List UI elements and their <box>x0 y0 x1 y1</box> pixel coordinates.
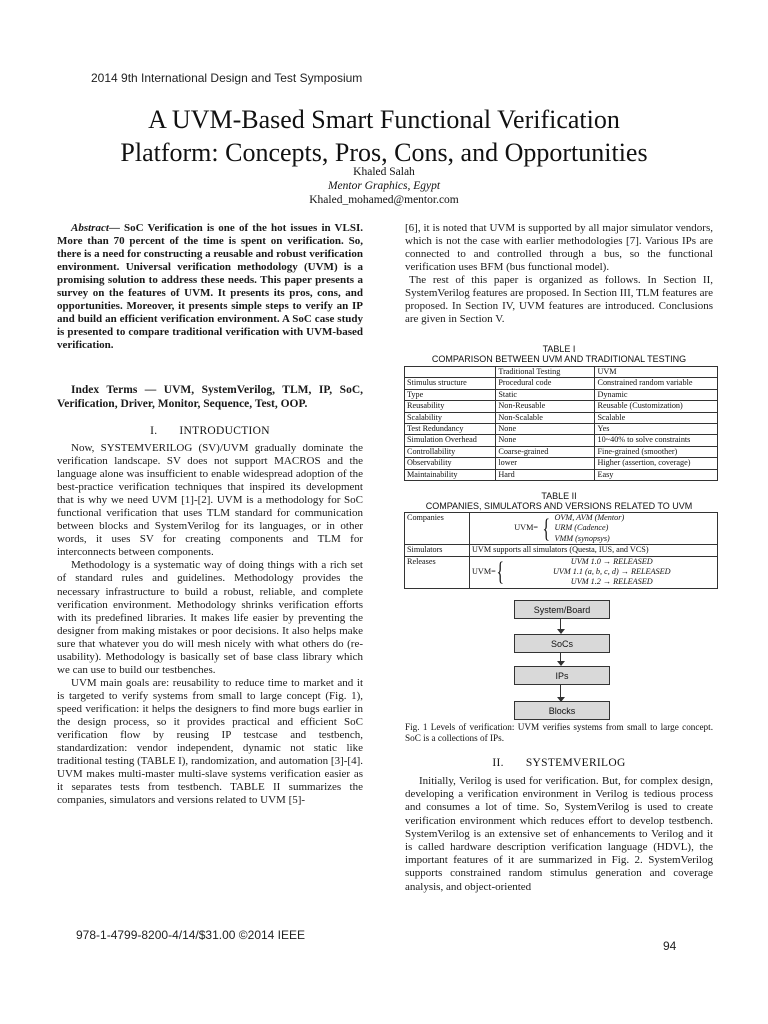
company-item: VMM (synopsys) <box>554 533 610 543</box>
simulators-label: Simulators <box>405 545 470 556</box>
level-box: System/Board <box>514 600 610 619</box>
table-cell: Scalability <box>405 412 496 423</box>
table-cell: Static <box>496 389 595 400</box>
comparison-table <box>404 366 718 481</box>
brace-icon: { <box>496 557 504 587</box>
section-title: SYSTEMVERILOG <box>525 757 626 769</box>
release-item: UVM 1.2 → RELEASED <box>570 577 653 587</box>
section-number: II. <box>492 757 504 769</box>
level-box: IPs <box>514 666 610 685</box>
uvm-table <box>404 512 718 589</box>
table-cell: None <box>496 435 595 446</box>
introduction-body <box>57 442 363 807</box>
releases-cell <box>470 556 718 588</box>
table-cell: Dynamic <box>595 389 718 400</box>
title-line-1: A UVM-Based Smart Functional Verification <box>148 105 620 134</box>
table-row <box>405 378 718 389</box>
table-cell: Scalable <box>595 412 718 423</box>
section-heading-introduction <box>57 425 363 437</box>
author-affiliation: Mentor Graphics, Egypt <box>327 180 441 192</box>
table-cell: Non-Scalable <box>496 412 595 423</box>
table-cell: Easy <box>595 469 718 480</box>
release-item: UVM 1.0 → RELEASED <box>570 556 653 566</box>
table-cell: None <box>496 424 595 435</box>
table-cell: Simulation Overhead <box>405 435 496 446</box>
table1-label: TABLE I <box>542 344 576 354</box>
table-cell: Yes <box>595 424 718 435</box>
companies-list <box>554 513 624 544</box>
author-name: Khaled Salah <box>353 166 415 178</box>
table-cell: Observability <box>405 458 496 469</box>
table-cell: Controllability <box>405 446 496 457</box>
table-header-cell: UVM <box>595 367 718 378</box>
table-cell: Test Redundancy <box>405 424 496 435</box>
section-number: I. <box>150 425 158 437</box>
intro-paragraph-2: Methodology is a systematic way of doing things with a rich set of standard rules and guidelines. Methodology provides the necessary infrastructure to build a robust, reliable, and complete verification environment. Methodology shrinks verification efforts with its predefined libraries. It makes life easier by preventing the designer from making mistakes or poor decisions. It also helps make sure that whatever you do will mesh nicely with what others do (re-usability). Methodology is basically set of base class library which we can use to build our testbenches. <box>57 559 363 676</box>
table-cell: Non-Reusable <box>496 401 595 412</box>
intro-paragraph-1: Now, SYSTEMVERILOG (SV)/UVM gradually dominate the verification landscape. SV does not support MACROS and the language alone was insufficient to enable widespread adoption of the best-practice verification techniques that inspired its development that is why we need UVM [1]-[2]. UVM is a methodology for SoC functional verification that uses TLM standard for communication between blocks and SystemVerilog for its languages, or in other words, it uses SV for creating components and TLM for interconnects between components. <box>57 442 363 559</box>
table-cell: Reusability <box>405 401 496 412</box>
table-cell: Fine-grained (smoother) <box>595 446 718 457</box>
copyright-notice: 978-1-4799-8200-4/14/$31.00 ©2014 IEEE <box>76 928 306 942</box>
table-cell: Coarse-grained <box>496 446 595 457</box>
table-cell: lower <box>496 458 595 469</box>
table-row <box>405 458 718 469</box>
right-column-intro <box>405 222 713 326</box>
table-header-cell: Traditional Testing <box>496 367 595 378</box>
section-heading-systemverilog <box>405 757 713 769</box>
level-box: SoCs <box>514 634 610 653</box>
title-line-2: Platform: Concepts, Pros, Cons, and Opportunities <box>120 138 648 167</box>
companies-label: Companies <box>405 513 470 545</box>
abstract <box>57 222 363 352</box>
releases-label: Releases <box>405 556 470 588</box>
table-row <box>405 446 718 457</box>
table-cell: Constrained random variable <box>595 378 718 389</box>
table-row <box>405 412 718 423</box>
table2-caption: COMPANIES, SIMULATORS AND VERSIONS RELATED TO UVM <box>425 501 693 511</box>
figure-1-caption: Fig. 1 Levels of verification: UVM verifies systems from small to large concept. SoC is a collections of IPs. <box>405 722 713 743</box>
systemverilog-body <box>405 775 713 894</box>
page-number: 94 <box>663 939 677 953</box>
paper-title <box>40 103 728 169</box>
index-terms: Index Terms — UVM, SystemVerilog, TLM, IP, SoC, Verification, Driver, Monitor, Sequence, Test, OOP. <box>57 384 363 410</box>
table-row <box>405 469 718 480</box>
table-cell: Procedural code <box>496 378 595 389</box>
sv-paragraph-1: Initially, Verilog is used for verification. But, for complex design, developing a verification environment in Verilog is tedious process and consumes a lot of time. So, SystemVerilog is used to create verification environment which reduces effort to develop testbench. SystemVerilog is an extensive set of enhancements to Verilog and it is called hardware description verification language (HDVL), the important features of it are summarized in Fig. 2. SystemVerilog supports constrained random stimulus generation and coverage analysis, and object-oriented <box>405 775 713 893</box>
abstract-text: — SoC Verification is one of the hot issues in VLSI. More than 70 percent of the time is spent on verification. So, there is a need for constructing a reusable and robust verification environment. Universal verification methodology (UVM) is a promising solution to address these needs. This paper presents a survey on the features of UVM. It presents its pros, cons, and opportunities. Moreover, it presents simple steps to verify an IP and build an efficient verification environment. A SoC case study is presented to compare traditional verification with UVM-based verification. <box>57 222 363 352</box>
release-item: UVM 1.1 (a, b, c, d) → RELEASED <box>552 567 671 577</box>
table1-caption: COMPARISON BETWEEN UVM AND TRADITIONAL TESTING <box>431 354 687 364</box>
table-row <box>405 424 718 435</box>
table-cell: Reusable (Customization) <box>595 401 718 412</box>
section-title: INTRODUCTION <box>179 425 270 437</box>
simulators-text: UVM supports all simulators (Questa, IUS, and VCS) <box>470 545 718 556</box>
author-email: Khaled_mohamed@mentor.com <box>309 194 459 206</box>
table-cell: Hard <box>496 469 595 480</box>
right-paragraph-1: [6], it is noted that UVM is supported by all major simulator vendors, which is not the case with earlier methodologies [7]. Various IPs are connected to and controlled through a bus, so the functional verification uses BFM (bus functional model). <box>405 222 713 274</box>
table-row <box>405 389 718 400</box>
company-item: URM (Cadence) <box>554 523 609 533</box>
table-header-row <box>405 367 718 378</box>
table-cell: 10~40% to solve constraints <box>595 435 718 446</box>
table2-label: TABLE II <box>541 491 577 501</box>
table-header-cell <box>405 367 496 378</box>
releases-list <box>508 557 715 588</box>
table-row <box>405 435 718 446</box>
right-paragraph-2: The rest of this paper is organized as follows. In Section II, SystemVerilog features are proposed. In Section III, TLM features are proposed. In Section IV, UVM features are introduced. Conclusions are given in Section V. <box>405 274 713 326</box>
conference-header: 2014 9th International Design and Test Symposium <box>91 71 363 85</box>
brace-icon: { <box>542 513 550 543</box>
abstract-label: Abstract <box>71 222 109 234</box>
table-cell: Higher (assertion, coverage) <box>595 458 718 469</box>
table-cell: Type <box>405 389 496 400</box>
uvm-eq-label: UVM= <box>514 523 538 533</box>
company-item: OVM, AVM (Mentor) <box>554 513 625 522</box>
intro-paragraph-3: UVM main goals are: reusability to reduce time to market and it is targeted to verify systems from small to large concept (Fig. 1), speed verification: it helps the designers to find more bugs earlier in the design process, so it provides practical and efficient SoC verification flow by reusing IP testcase and testbench, standardization: vendor independent, dynamic not static like traditional testing (TABLE I), randomization, and automation [3]-[4]. UVM makes multi-master multi-slave systems verification easier as it separates tests from testbench. TABLE II summarizes the companies, simulators and versions related to UVM [5]- <box>57 676 363 807</box>
table-cell: Maintainability <box>405 469 496 480</box>
table-cell: Stimulus structure <box>405 378 496 389</box>
table-row <box>405 401 718 412</box>
level-box: Blocks <box>514 701 610 720</box>
uvm-eq-label: UVM= <box>472 567 496 577</box>
companies-cell <box>470 513 718 545</box>
